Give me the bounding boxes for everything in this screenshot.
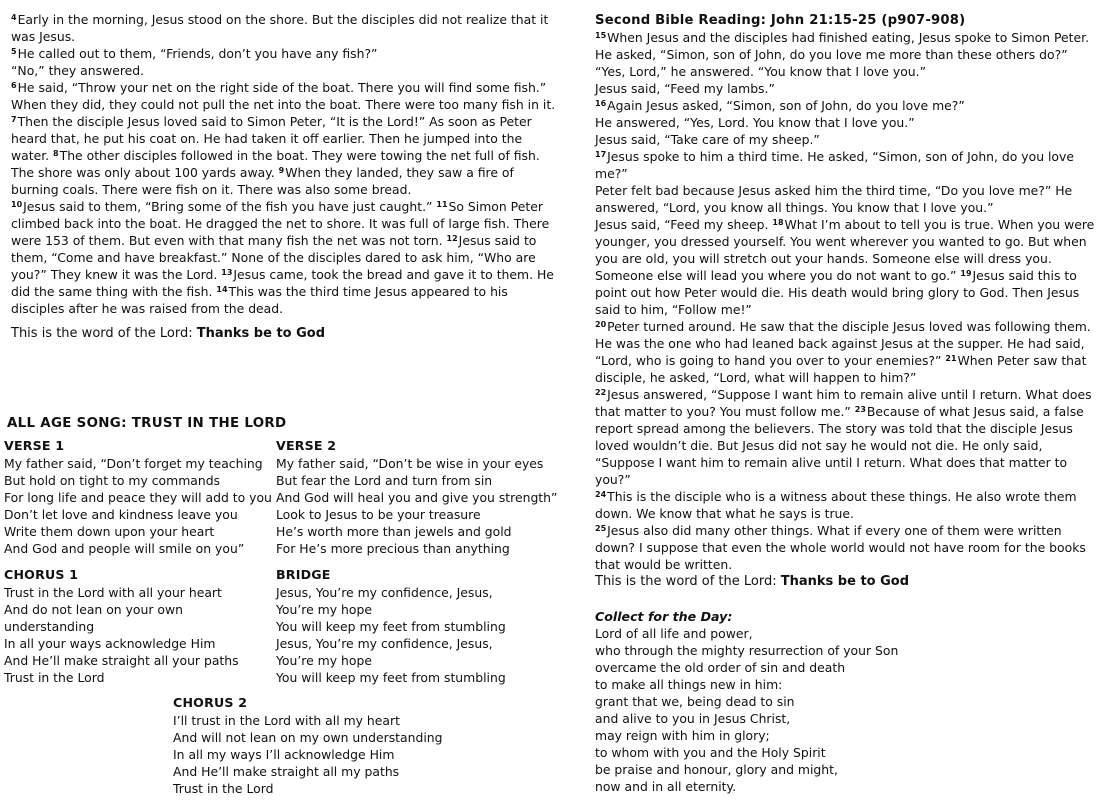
- song-bridge: [276, 566, 566, 686]
- bridge-heading: BRIDGE: [276, 567, 331, 582]
- verse-paragraph: [595, 80, 1095, 97]
- lyric-line: You’re my hope: [276, 653, 372, 668]
- first-reading-text: [11, 11, 563, 317]
- verse-paragraph: [595, 131, 1095, 148]
- verse-text: Jesus said this to point out how Peter would die. His death would bring glory to God. Then Jesus said to him, “Follow me!”: [595, 268, 1080, 317]
- song-chorus1: [4, 566, 272, 686]
- lyric-line: may reign with him in glory;: [595, 728, 770, 743]
- verse2-heading: VERSE 2: [276, 438, 337, 453]
- verse-paragraph: [11, 62, 563, 79]
- lyric-line: You will keep my feet from stumbling: [276, 670, 506, 685]
- lyric-line: And God and people will smile on you”: [4, 541, 245, 556]
- verse-text: Jesus came, took the bread and gave it to them. He did the same thing with the fish.: [11, 267, 554, 299]
- verse-number: 11: [436, 200, 448, 209]
- verse-text: Peter felt bad because Jesus asked him the third time, “Do you love me?” He answered, “Lord, you know all things. You know that I love you.”: [595, 183, 1073, 215]
- lyric-line: I’ll trust in the Lord with all my heart: [173, 713, 400, 728]
- lyric-line: For long life and peace they will add to you: [4, 490, 272, 505]
- verse-number: 18: [772, 218, 784, 227]
- lyric-line: My father said, “Don’t be wise in your eyes: [276, 456, 544, 471]
- verse-text: Jesus answered, “Suppose I want him to remain alive until I return. What does that matter to you? You must follow me.”: [595, 387, 1092, 419]
- verse-text: When they landed, they saw a fire of burning coals. There were fish on it. There was also some bread.: [11, 165, 514, 197]
- verse-text: He said, “Throw your net on the right side of the boat. There you will find some fish.” When they did, they could not pull the net into the boat. There were too many fish in it.: [11, 80, 556, 112]
- verse-text: “No,” they answered.: [11, 63, 145, 78]
- lyric-line: now and in all eternity.: [595, 779, 737, 794]
- response-bold: Thanks be to God: [196, 326, 326, 341]
- lyric-line: Trust in the Lord: [173, 781, 274, 796]
- lyric-line: to make all things new in him:: [595, 677, 783, 692]
- verse-number: 25: [595, 524, 607, 533]
- verse-number: 13: [221, 268, 233, 277]
- verse-paragraph: [595, 63, 1095, 80]
- verse-paragraph: [595, 386, 1095, 488]
- second-reading: [595, 13, 1095, 795]
- verse-text: So Simon Peter climbed back into the boat. He dragged the net to shore. It was full of large fish. There were 153 of them. But even with that many fish the net was not torn.: [11, 199, 550, 248]
- lyric-line: Look to Jesus to be your treasure: [276, 507, 481, 522]
- verse-number: 16: [595, 99, 607, 108]
- response-prefix: This is the word of the Lord:: [11, 326, 197, 341]
- verse-number: 15: [595, 31, 607, 40]
- verse-text: When Peter saw that disciple, he asked, “Lord, what will happen to him?”: [595, 353, 1087, 385]
- verse-paragraph: [595, 114, 1095, 131]
- collect-title: Collect for the Day:: [595, 609, 733, 624]
- lyric-line: grant that we, being dead to sin: [595, 694, 795, 709]
- verse-text: Jesus said to them, “Bring some of the fish you have just caught.”: [23, 199, 437, 214]
- verse-number: 21: [945, 354, 957, 363]
- lyric-line: In all my ways I’ll acknowledge Him: [173, 747, 395, 762]
- lyric-line: and alive to you in Jesus Christ,: [595, 711, 791, 726]
- lyric-line: be praise and honour, glory and might,: [595, 762, 838, 777]
- second-reading-text: [595, 29, 1095, 573]
- verse-number: 24: [595, 490, 607, 499]
- lyric-line: And God will heal you and give you strength”: [276, 490, 558, 505]
- verse-text: Early in the morning, Jesus stood on the shore. But the disciples did not realize that it was Jesus.: [11, 12, 549, 44]
- verse-number: 9: [278, 166, 285, 175]
- verse-text: He called out to them, “Friends, don’t you have any fish?”: [17, 46, 378, 61]
- lyric-line: In all your ways acknowledge Him: [4, 636, 216, 651]
- verse1-heading: VERSE 1: [4, 438, 65, 453]
- verse-paragraph: [595, 148, 1095, 182]
- song-verse2: [276, 437, 566, 557]
- lyric-line: And will not lean on my own understanding: [173, 730, 443, 745]
- verse-number: 23: [854, 405, 866, 414]
- lyric-line: My father said, “Don’t forget my teaching: [4, 456, 263, 471]
- first-reading: [11, 11, 563, 343]
- verse-paragraph: [595, 29, 1095, 63]
- verse-number: 22: [595, 388, 607, 397]
- song-title-wrap: [7, 416, 286, 431]
- lyric-line: Trust in the Lord with all your heart: [4, 585, 222, 600]
- lyric-line: understanding: [4, 619, 95, 634]
- verse-number: 4: [11, 13, 17, 22]
- verse-paragraph: [11, 198, 563, 317]
- verse-paragraph: [11, 113, 563, 198]
- verse-number: 6: [11, 81, 17, 90]
- lyric-line: He’s worth more than jewels and gold: [276, 524, 512, 539]
- lyric-line: who through the mighty resurrection of your Son: [595, 643, 899, 658]
- lyric-line: Jesus, You’re my confidence, Jesus,: [276, 585, 493, 600]
- verse-text: What I’m about to tell you is true. When you were younger, you dressed yourself. You went wherever you wanted to go. But when you are old, you will stretch out your hands. Someone else will dress you. Someone else will lead you where you do not want to go.”: [595, 217, 1095, 283]
- lyric-line: Lord of all life and power,: [595, 626, 753, 641]
- verse-paragraph: [595, 488, 1095, 522]
- lyric-line: But fear the Lord and turn from sin: [276, 473, 493, 488]
- verse-text: Jesus also did many other things. What if every one of them were written down? I suppose that even the whole world would not have room for the books that would be written.: [595, 523, 1086, 572]
- verse-text: Jesus said, “Take care of my sheep.”: [595, 132, 820, 147]
- lyric-line: But hold on tight to my commands: [4, 473, 221, 488]
- verse-text: Jesus said to them, “Come and have breakfast.” None of the disciples dared to ask him, “Who are you?” They knew it was the Lord.: [11, 233, 537, 282]
- verse-text: When Jesus and the disciples had finished eating, Jesus spoke to Simon Peter. He asked, “Simon, son of John, do you love me more than these others do?”: [595, 30, 1090, 62]
- verse-number: 5: [11, 47, 17, 56]
- lyric-line: Jesus, You’re my confidence, Jesus,: [276, 636, 493, 651]
- verse-paragraph: [11, 11, 563, 45]
- response-bold: Thanks be to God: [780, 574, 910, 589]
- verse-text: This is the disciple who is a witness about these things. He also wrote them down. We know that what he says is true.: [595, 489, 1077, 521]
- collect: [595, 608, 1095, 795]
- verse-paragraph: [11, 79, 563, 113]
- verse-text: Again Jesus asked, “Simon, son of John, do you love me?”: [607, 98, 965, 113]
- lyric-line: Trust in the Lord: [4, 670, 105, 685]
- verse-number: 19: [960, 269, 972, 278]
- verse-paragraph: [595, 182, 1095, 216]
- verse-number: 8: [53, 149, 59, 158]
- lyric-line: You will keep my feet from stumbling: [276, 619, 506, 634]
- verse-text: Jesus spoke to him a third time. He asked, “Simon, son of John, do you love me?”: [595, 149, 1074, 181]
- verse-number: 20: [595, 320, 607, 329]
- verse-text: Jesus said, “Feed my sheep.: [595, 217, 773, 232]
- verse-number: 10: [11, 200, 23, 209]
- verse-text: He answered, “Yes, Lord. You know that I love you.”: [595, 115, 915, 130]
- lyric-line: overcame the old order of sin and death: [595, 660, 846, 675]
- lyric-line: to whom with you and the Holy Spirit: [595, 745, 826, 760]
- verse-text: Then the disciple Jesus loved said to Simon Peter, “It is the Lord!” As soon as Peter heard that, he put his coat on. He had taken it off earlier. Then he jumped into the water.: [11, 114, 532, 163]
- song-chorus2: [173, 694, 473, 797]
- verse-text: Jesus said, “Feed my lambs.”: [595, 81, 775, 96]
- lyric-line: Write them down upon your heart: [4, 524, 215, 539]
- chorus2-heading: CHORUS 2: [173, 695, 248, 710]
- verse-text: “Yes, Lord,” he answered. “You know that I love you.”: [595, 64, 926, 79]
- verse-text: Peter turned around. He saw that the disciple Jesus loved was following them. He was the one who had leaned back against Jesus at the supper. He had said, “Lord, who is going to hand you over to your enemies?”: [595, 319, 1091, 368]
- verse-paragraph: [595, 318, 1095, 386]
- verse-text: Because of what Jesus said, a false report spread among the believers. The story was told that the disciple Jesus loved wouldn’t die. But Jesus did not say he would not die. He only said, “Suppose I want him to remain alive until I return. What does that matter to you?”: [595, 404, 1084, 487]
- verse-paragraph: [595, 216, 1095, 318]
- song-title: ALL AGE SONG: TRUST IN THE LORD: [7, 416, 287, 431]
- verse-paragraph: [595, 522, 1095, 573]
- song-verse1: [4, 437, 272, 557]
- verse-number: 17: [595, 150, 607, 159]
- lyric-line: And He’ll make straight all my paths: [173, 764, 400, 779]
- lyric-line: And He’ll make straight all your paths: [4, 653, 239, 668]
- chorus1-heading: CHORUS 1: [4, 567, 79, 582]
- first-reading-response: [11, 325, 563, 343]
- lyric-line: You’re my hope: [276, 602, 372, 617]
- verse-number: 12: [446, 234, 458, 243]
- verse-paragraph: [595, 97, 1095, 114]
- verse-number: 7: [11, 115, 17, 124]
- verse-number: 14: [216, 285, 228, 294]
- verse-text: The other disciples followed in the boat. They were towing the net full of fish. The shore was only about 100 yards away.: [11, 148, 540, 180]
- second-reading-response: [595, 573, 1095, 591]
- verse-text: This was the third time Jesus appeared to his disciples after he was raised from the dead.: [11, 284, 508, 316]
- lyric-line: And do not lean on your own: [4, 602, 183, 617]
- lyric-line: For He’s more precious than anything: [276, 541, 510, 556]
- lyric-line: Don’t let love and kindness leave you: [4, 507, 238, 522]
- second-reading-title: Second Bible Reading: John 21:15-25 (p907-908): [595, 13, 966, 28]
- response-prefix: This is the word of the Lord:: [595, 574, 781, 589]
- verse-paragraph: [11, 45, 563, 62]
